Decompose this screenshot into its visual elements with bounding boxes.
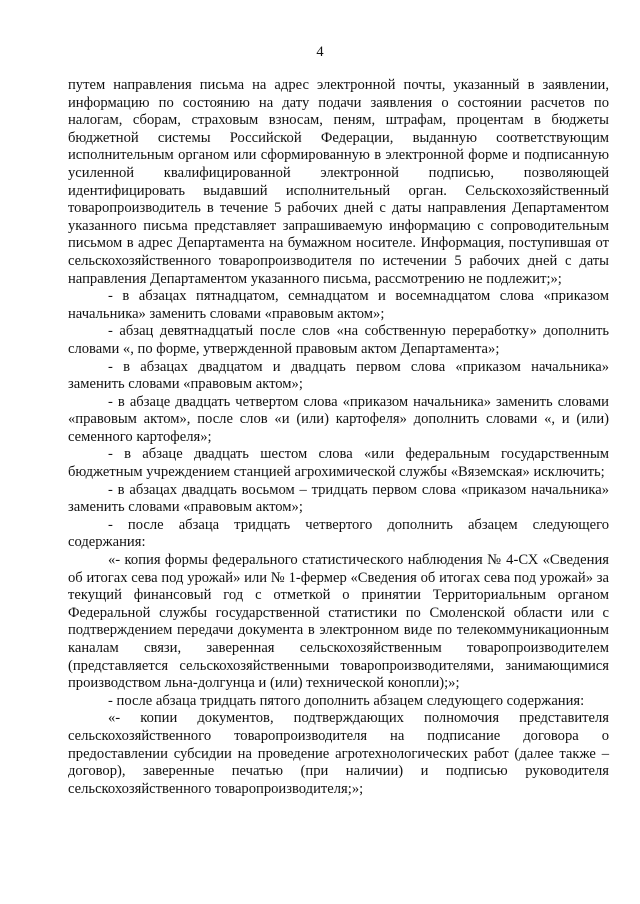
paragraph: путем направления письма на адрес электронной почты, указанный в заявлении, информацию по состоянию на дату подачи заявления о состоянии расчетов по налогам, сборам, страховым взносам, пеням, штрафам, процентам в бюджеты бюджетной системы Российской Федерации, выданную соответствующим исполнительным органом или сформированную в электронной форме и подписанную усиленной квалифицированной электронной подписью, позволяющей идентифицировать выдавший исполнительный орган. Сельскохозяйственный товаропроизводитель в течение 5 рабочих дней с даты направления Департаментом указанного письма представляет запрашиваемую информацию с сопроводительным письмом в адрес Департамента на бумажном носителе. Информация, поступившая от сельскохозяйственного товаропроизводителя по истечении 5 рабочих дней с даты направления Департаментом указанного письма, рассмотрению не подлежит;»; xyxy=(68,77,609,287)
paragraph: - в абзаце двадцать шестом слова «или федеральным государственным бюджетным учреждением станцией агрохимической службы «Вяземская» исключить; xyxy=(68,446,609,481)
document-body xyxy=(68,77,609,798)
paragraph: - после абзаца тридцать четвертого дополнить абзацем следующего содержания: xyxy=(68,516,609,551)
page-number: 4 xyxy=(316,44,324,60)
paragraph: «- копии документов, подтверждающих полномочия представителя сельскохозяйственного товаропроизводителя на подписание договора о предоставлении субсидии на проведение агротехнологических работ (далее также – договор), заверенные печатью (при наличии) и подписью руководителя сельскохозяйственного товаропроизводителя;»; xyxy=(68,710,609,797)
paragraph: - в абзацах двадцать восьмом – тридцать первом слова «приказом начальника» заменить словами «правовым актом»; xyxy=(68,481,609,516)
paragraph: - после абзаца тридцать пятого дополнить абзацем следующего содержания: xyxy=(108,692,585,709)
paragraph: - в абзацах пятнадцатом, семнадцатом и восемнадцатом слова «приказом начальника» заменить словами «правовым актом»; xyxy=(68,288,609,322)
paragraph: - абзац девятнадцатый после слов «на собственную переработку» дополнить словами «, по форме, утвержденной правовым актом Департамента»; xyxy=(68,323,609,357)
paragraph: «- копия формы федерального статистического наблюдения № 4-СХ «Сведения об итогах сева под урожай» или № 1-фермер «Сведения об итогах сева под урожай» за текущий финансовый год с отметкой о принятии Территориальным органом Федеральной службы государственной статистики по Смоленской области или с подтверждением передачи документа в электронном виде по телекоммуникационным каналам связи, заверенная сельскохозяйственным товаропроизводителем (представляется сельскохозяйственными товаропроизводителями, занимающимися производством льна-долгунца и (или) технической конопли);»; xyxy=(68,552,609,692)
paragraph: - в абзаце двадцать четвертом слова «приказом начальника» заменить словами «правовым актом», после слов «и (или) картофеля» дополнить словами «, и (или) семенного картофеля»; xyxy=(68,393,609,445)
paragraph: - в абзацах двадцатом и двадцать первом слова «приказом начальника» заменить словами «правовым актом»; xyxy=(68,358,609,393)
